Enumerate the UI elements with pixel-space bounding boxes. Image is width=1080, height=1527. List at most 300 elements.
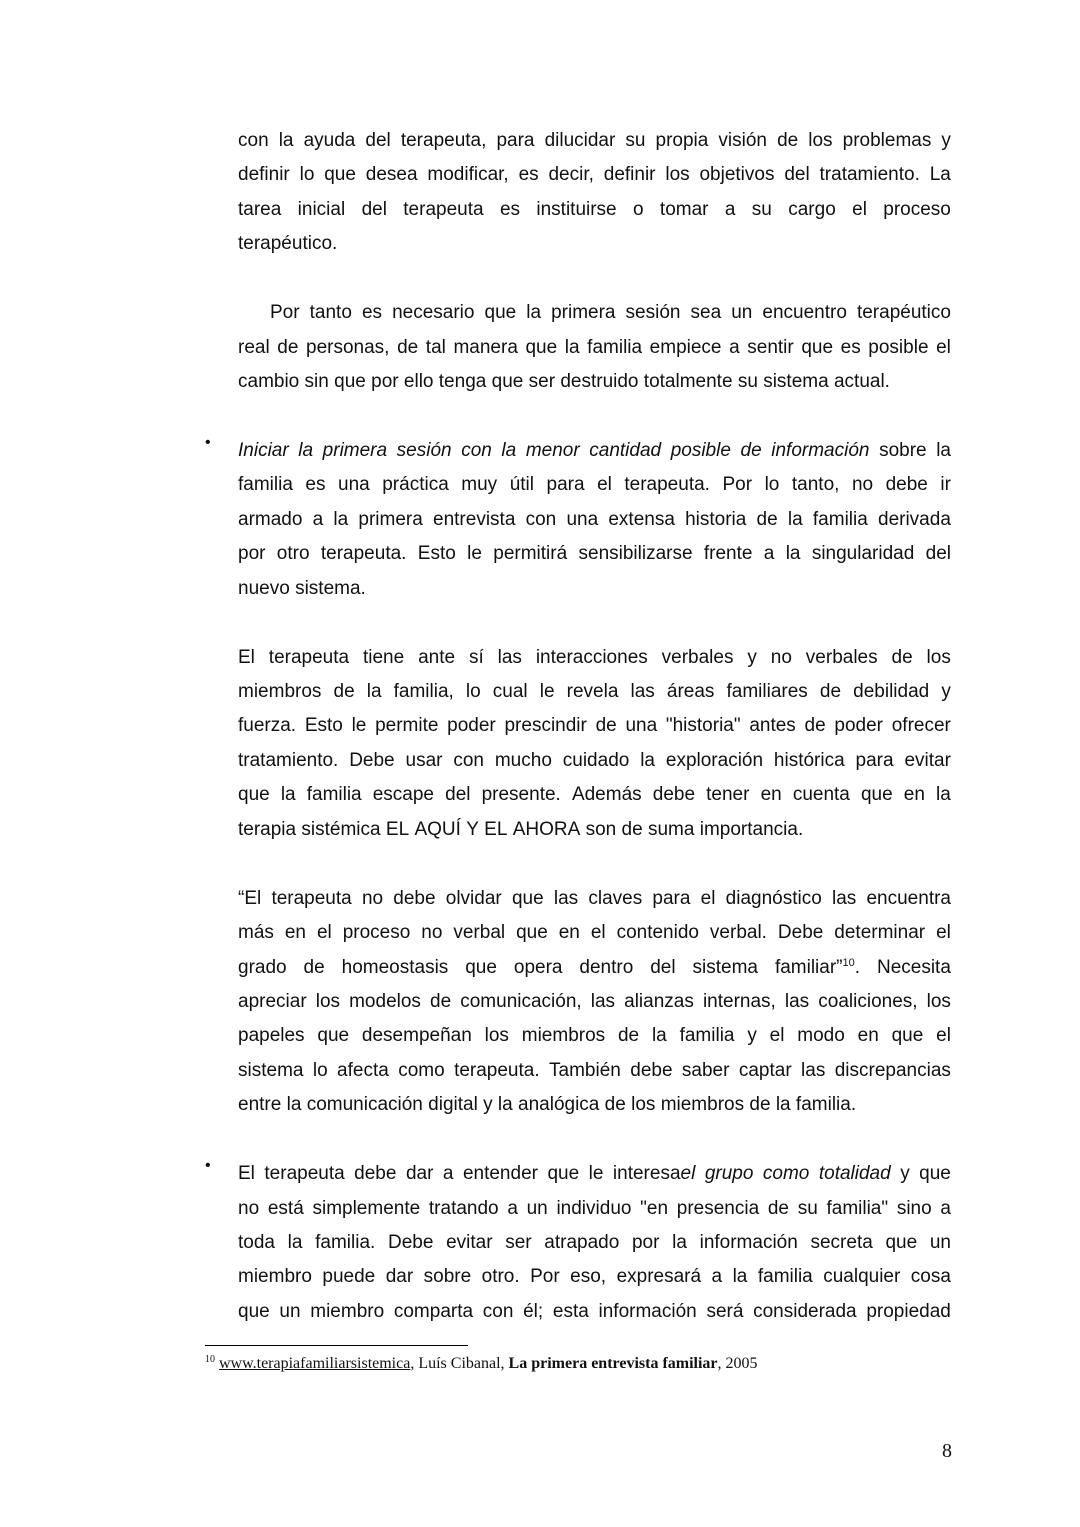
word: Además <box>571 784 642 806</box>
word: miembros <box>521 1025 606 1047</box>
word: inicial <box>297 198 346 220</box>
footnote-number: 10 <box>205 1354 215 1365</box>
footnote-year: , 2005 <box>717 1355 758 1372</box>
word: ofrecer <box>891 715 951 737</box>
text-line <box>238 296 951 330</box>
text-line <box>238 985 951 1019</box>
word: un <box>929 1232 951 1253</box>
word: desea <box>365 164 418 186</box>
word: internas, <box>702 990 776 1012</box>
word: sentir <box>747 336 794 358</box>
word: no <box>770 646 792 668</box>
word: alianzas <box>624 990 694 1012</box>
word: las <box>497 646 522 668</box>
word: mucho <box>494 749 552 771</box>
word: Necesita <box>876 956 951 978</box>
word: sistema. <box>295 577 366 599</box>
word: debe <box>885 474 928 496</box>
word: que <box>919 1163 951 1185</box>
word: sobre <box>423 1266 472 1288</box>
word: los <box>315 990 341 1012</box>
word: del <box>445 784 471 806</box>
word: grado <box>238 956 287 978</box>
word: terapeuta <box>268 646 350 668</box>
word: primera <box>551 302 616 324</box>
word: que <box>547 1163 580 1185</box>
word: de <box>777 130 799 151</box>
word: por <box>371 371 399 393</box>
word: que <box>891 1025 924 1047</box>
word: las <box>590 990 616 1012</box>
word: comparta <box>393 1300 474 1322</box>
word: frente <box>703 543 753 565</box>
text-line <box>238 537 951 571</box>
word: del <box>650 956 676 978</box>
word: le <box>539 681 555 702</box>
word: otro <box>276 543 310 565</box>
word: familia <box>587 336 643 358</box>
word: él; <box>523 1300 544 1322</box>
word: los <box>665 164 690 186</box>
word: no <box>238 1197 260 1219</box>
word: Debe <box>349 749 395 771</box>
word: de <box>333 681 355 702</box>
word: ante <box>418 646 456 668</box>
word: cambio <box>238 371 300 393</box>
word: información <box>699 1232 798 1253</box>
word: diagnóstico <box>725 887 822 909</box>
text-line <box>238 951 951 985</box>
word: le <box>351 715 367 737</box>
word: "en <box>640 1197 669 1219</box>
word: miembros <box>238 681 322 702</box>
word: es <box>840 336 861 358</box>
text-line <box>238 468 951 502</box>
word: áreas <box>666 681 715 702</box>
document-body <box>205 124 951 1329</box>
word: de <box>617 1025 640 1047</box>
word: armado <box>238 508 303 530</box>
word: modo <box>797 1025 845 1047</box>
word: nuevo <box>238 577 290 599</box>
word: la <box>298 439 314 461</box>
word: los <box>631 1094 656 1116</box>
word: toda <box>238 1232 275 1253</box>
word: familia <box>812 508 868 530</box>
word: con <box>525 508 557 530</box>
word: es <box>518 164 539 186</box>
word: Y <box>466 818 479 840</box>
footnote <box>205 1355 758 1373</box>
text-line <box>238 1054 951 1088</box>
word: escape <box>372 784 435 806</box>
word: entender <box>462 1163 538 1185</box>
text-line <box>238 916 951 950</box>
word: la <box>785 543 801 565</box>
word: verbal <box>453 922 506 944</box>
word: la <box>672 1232 687 1253</box>
word: grupo <box>704 1163 754 1185</box>
word: “El <box>238 887 262 909</box>
word: tenga <box>438 371 487 393</box>
word: y <box>747 646 757 668</box>
text-line <box>238 1192 951 1226</box>
word: terapeuta. <box>624 474 710 496</box>
word: la <box>501 439 517 461</box>
word: tiene <box>362 646 405 668</box>
word: para <box>855 749 894 771</box>
word: debilidad <box>853 681 930 702</box>
word: contenido <box>616 922 699 944</box>
word: de <box>303 956 325 978</box>
word: familia <box>757 1266 813 1288</box>
word: decir, <box>548 164 594 186</box>
word: totalmente <box>643 371 733 393</box>
word: cosa <box>910 1266 951 1288</box>
word: presente. <box>481 784 561 806</box>
word: encuentro <box>762 302 847 324</box>
word: que <box>324 164 356 186</box>
word: posible <box>670 439 731 461</box>
word: para <box>496 130 535 151</box>
word: los <box>926 646 951 668</box>
word: debe <box>652 784 696 806</box>
word: dar <box>385 1266 414 1288</box>
word: destruido <box>560 371 639 393</box>
word: actual. <box>833 371 890 393</box>
word: suma <box>647 818 695 840</box>
word: tomar <box>659 198 709 220</box>
word: comunicación, <box>460 990 582 1012</box>
text-line <box>238 675 951 709</box>
word: las <box>553 887 579 909</box>
word: dentro <box>579 956 634 978</box>
text-line <box>238 227 951 261</box>
word: claves <box>588 887 643 909</box>
word: una <box>338 474 370 496</box>
word: más <box>238 922 274 944</box>
word: le <box>588 1163 604 1185</box>
word: que <box>465 956 497 978</box>
word: útil <box>509 474 534 496</box>
word: las <box>630 681 655 702</box>
word: miembro <box>238 1266 312 1288</box>
word: las <box>801 1059 826 1081</box>
word: la <box>732 1266 748 1288</box>
word: familia <box>238 474 293 496</box>
paragraph <box>238 296 951 399</box>
word: Esto <box>304 715 343 737</box>
word: no <box>851 474 874 496</box>
text-line <box>238 882 951 916</box>
word: el <box>700 887 716 909</box>
word: comunicación <box>306 1094 423 1116</box>
word: que <box>516 922 548 944</box>
word: a <box>711 1266 723 1288</box>
word: tratamiento. <box>819 164 920 186</box>
footnote-author: , Luís Cibanal, <box>410 1355 509 1372</box>
word: analógica <box>518 1094 600 1116</box>
word: que <box>334 371 366 393</box>
word: que <box>860 784 893 806</box>
word: la <box>497 1094 513 1116</box>
footnote-link[interactable]: www.terapiafamiliarsistemica <box>219 1355 411 1372</box>
word: empiece <box>649 336 722 358</box>
word: un <box>731 302 753 324</box>
word: visión <box>718 130 767 151</box>
footnote-title: La primera entrevista familiar <box>508 1355 718 1372</box>
text-line <box>238 778 951 812</box>
word: y <box>941 681 951 702</box>
word: desempeñan <box>361 1025 472 1047</box>
word: ser <box>528 371 556 393</box>
word: familiares <box>726 681 808 702</box>
word: encuentra <box>866 887 951 909</box>
word: es <box>361 302 383 324</box>
word: la <box>280 784 296 806</box>
text-line <box>238 124 951 158</box>
word: terapeuta, <box>400 130 487 151</box>
word: lo <box>312 1059 328 1081</box>
word: la <box>640 749 655 771</box>
text-line <box>238 1260 951 1294</box>
word: EL <box>385 818 410 840</box>
word: a <box>442 1163 454 1185</box>
word: historia <box>685 508 747 530</box>
word: Por <box>270 302 300 324</box>
word: Esto <box>417 543 456 565</box>
text-line <box>238 1019 951 1053</box>
word: AHORA <box>512 818 581 840</box>
word: saber <box>681 1059 730 1081</box>
word: o <box>632 198 644 220</box>
word: real <box>238 336 270 358</box>
word: expresará <box>616 1266 702 1288</box>
word: de <box>756 508 778 530</box>
word: en <box>284 922 306 944</box>
word: que <box>801 336 834 358</box>
word: definir <box>603 164 656 186</box>
word: manera <box>453 336 518 358</box>
word: para <box>652 887 691 909</box>
word: definir <box>238 164 290 186</box>
word: permitirá <box>493 543 568 565</box>
word: opera <box>513 956 563 978</box>
text-line <box>238 503 951 537</box>
word: debe <box>393 887 436 909</box>
word: miembros <box>660 1094 745 1116</box>
word: que <box>238 784 270 806</box>
word: tanto, <box>791 474 840 496</box>
word: familia, <box>393 681 454 702</box>
word: dilucidar <box>544 130 616 151</box>
word: entre <box>238 1094 282 1116</box>
text-line <box>238 1088 951 1122</box>
word: EL <box>484 818 508 840</box>
word: simplemente <box>312 1197 421 1219</box>
word: eso, <box>570 1266 607 1288</box>
word: ir <box>940 474 951 496</box>
text-line <box>238 572 951 606</box>
word: terapeuta <box>271 887 352 909</box>
word: que <box>317 1025 350 1047</box>
word: con <box>453 749 484 771</box>
word: cualquier <box>823 1266 901 1288</box>
word: el <box>769 1025 785 1047</box>
word: como <box>762 1163 810 1185</box>
word: el <box>316 922 332 944</box>
word: sistema <box>238 1059 304 1081</box>
word: interacciones <box>535 646 648 668</box>
word: verbales <box>661 646 734 668</box>
word: singularidad <box>811 543 915 565</box>
word: objetivos <box>699 164 775 186</box>
word: información <box>771 439 870 461</box>
word: de <box>604 1094 626 1116</box>
word: una <box>625 715 658 737</box>
word: de <box>767 1197 789 1219</box>
word: el <box>590 922 606 944</box>
word: de <box>397 336 419 358</box>
word: una <box>566 508 599 530</box>
word: sino <box>896 1197 932 1219</box>
text-line <box>238 434 951 468</box>
word: en <box>760 784 782 806</box>
word: menor <box>525 439 580 461</box>
word: de <box>749 1094 771 1116</box>
word: lo <box>465 681 481 702</box>
word: con <box>482 1300 514 1322</box>
word: Iniciar <box>238 439 289 461</box>
word: los <box>926 990 951 1012</box>
word: verbales <box>805 646 878 668</box>
word: verbal. <box>709 922 767 944</box>
word: debe <box>630 1059 673 1081</box>
word: terapeuta. <box>454 1059 540 1081</box>
word: considerada <box>753 1300 857 1322</box>
text-line <box>238 709 951 743</box>
word: El <box>238 646 255 668</box>
word: cuenta <box>792 784 850 806</box>
word: terapeuta. <box>320 543 407 565</box>
word: AQUÍ <box>414 818 461 840</box>
word: familia" <box>826 1197 889 1219</box>
text-line <box>238 813 951 847</box>
word: puede <box>322 1266 376 1288</box>
word: proceso <box>342 922 411 944</box>
word: y <box>747 1025 757 1047</box>
word: el <box>597 474 612 496</box>
word: Debe <box>387 1232 434 1253</box>
paragraph <box>238 641 951 848</box>
word: derivada <box>878 508 951 530</box>
word: el <box>936 1025 951 1047</box>
word: del <box>365 130 391 151</box>
word: atrapado <box>544 1232 620 1253</box>
word: instituirse <box>536 198 617 220</box>
bullet-item <box>205 433 951 606</box>
word: sistema <box>692 956 758 978</box>
word: la <box>651 1025 667 1047</box>
text-line <box>238 1157 951 1191</box>
word: personas, <box>306 336 390 358</box>
page-number: 8 <box>942 1440 952 1462</box>
word: las <box>831 887 857 909</box>
word: familia <box>679 1025 735 1047</box>
word: familia <box>306 784 362 806</box>
word: proceso <box>883 198 951 220</box>
word: en <box>903 784 925 806</box>
paragraph <box>238 882 951 1123</box>
word: cargo <box>788 198 836 220</box>
word: poder <box>834 715 883 737</box>
word: del <box>784 164 810 186</box>
word: extensa <box>608 508 675 530</box>
text-line <box>238 744 951 778</box>
word: lo <box>299 164 315 186</box>
word: cual <box>492 681 528 702</box>
word: esta <box>552 1300 589 1322</box>
word: necesario <box>392 302 475 324</box>
word: del <box>361 198 387 220</box>
word: un <box>526 1197 548 1219</box>
word: de <box>740 439 762 461</box>
word: a <box>940 1197 951 1219</box>
word: la <box>286 1094 302 1116</box>
word: problemas <box>842 130 932 151</box>
word: Por <box>530 1266 560 1288</box>
word: otro. <box>481 1266 520 1288</box>
word: cantidad <box>589 439 662 461</box>
word: revela <box>566 681 619 702</box>
word: el <box>936 922 951 944</box>
word: de <box>891 646 913 668</box>
text-line <box>238 1295 951 1329</box>
word: ser <box>505 1232 532 1253</box>
word: afecta <box>337 1059 389 1081</box>
word: muy <box>461 474 498 496</box>
word: a <box>763 543 775 565</box>
word: modelos <box>349 990 421 1012</box>
word: debe <box>354 1163 397 1185</box>
word: tanto <box>309 302 352 324</box>
word: es <box>499 198 521 220</box>
word: sistémica <box>301 818 381 840</box>
text-line <box>238 641 951 675</box>
word: información <box>598 1300 697 1322</box>
bullet-item <box>205 1157 951 1329</box>
word: ello <box>403 371 434 393</box>
word: no <box>421 922 443 944</box>
word: que <box>525 336 558 358</box>
word: será <box>706 1300 744 1322</box>
word: importancia. <box>699 818 804 840</box>
word: tal <box>425 336 446 358</box>
word: la <box>936 784 951 806</box>
word: presencia <box>676 1197 760 1219</box>
word: "historia" <box>665 715 741 737</box>
word: permite <box>375 715 439 737</box>
word: poder <box>447 715 496 737</box>
word: la <box>564 336 580 358</box>
word: fuerza. <box>238 715 297 737</box>
word: que <box>238 1300 270 1322</box>
word: le <box>467 543 482 565</box>
word: en <box>857 1025 879 1047</box>
word: propia <box>655 130 709 151</box>
word: las <box>784 990 810 1012</box>
word: y <box>900 1163 910 1185</box>
